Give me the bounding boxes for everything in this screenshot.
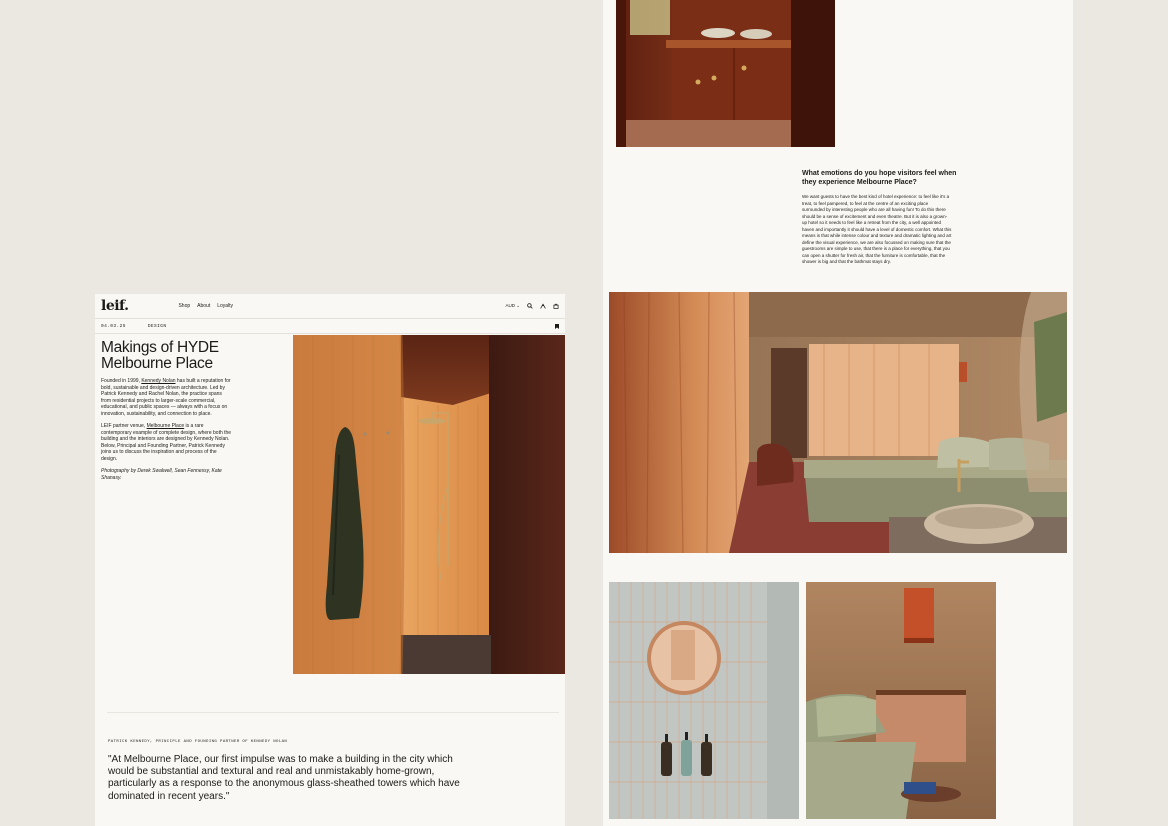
venue-text: LEIF partner venue, — [101, 423, 147, 429]
logo[interactable]: leif. — [101, 298, 129, 314]
article-page — [95, 294, 565, 826]
site-header — [95, 294, 565, 318]
nav-shop[interactable]: Shop — [178, 303, 191, 309]
bedside-photo — [806, 582, 996, 819]
venue-text-rest: is a rare contemporary example of complete design, where both the building and the interiors are designed by Kennedy Nolan. Below, Principal and Founding Partner, Patrick Kennedy joins us to discuss the inspiration and process of the design. — [101, 423, 232, 462]
shower-photo — [293, 335, 565, 674]
header-divider — [95, 318, 565, 319]
cart-icon[interactable] — [553, 303, 559, 309]
interview-question: What emotions do you hope visitors feel when they experience Melbourne Place? — [802, 170, 957, 186]
main-nav — [178, 303, 233, 309]
interview-answer: We want guests to have the best kind of hotel experience: to feel like it's a treat, to feel pampered, to feel at the centre of an exciting place surrounded by interesting people who are all having fun! To do this there should be a sense of excitement and even theatre. But it is also a grown-up hotel so it needs to feel like a retreat from the city, a well appointed haven and importantly it should have a level of domestic comfort. What this means is that while intense colour and texture and dramatic lighting and art define the visual experience, we are also focussed on making sure that the guestrooms are simple to use, that there is a place for everything, that you can open a shutter for fresh air, that the furniture is comfortable, that the shower is big and that the bathmat stays dry. — [802, 194, 952, 264]
nav-about[interactable]: About — [197, 303, 211, 309]
melbourne-place-link[interactable]: Melbourne Place — [146, 423, 185, 429]
intro-paragraph — [101, 378, 233, 417]
intro-text: Founded in 1999, — [101, 378, 142, 384]
account-icon[interactable] — [540, 303, 546, 309]
bookmark-icon[interactable] — [555, 324, 559, 329]
article-page-continued — [603, 0, 1073, 826]
vanity-photo — [616, 0, 835, 147]
article-body — [101, 378, 233, 487]
venue-paragraph — [101, 423, 233, 462]
header-tools — [505, 303, 559, 309]
meta-divider — [95, 333, 565, 334]
pull-quote: "At Melbourne Place, our first impulse was to make a building in the city which would be substantial and textural and real and unmistakably home-grown, particularly as a response to the anonymous glass-sheathed towers which have dominated in recent years." — [108, 754, 460, 802]
article-meta — [101, 324, 559, 329]
nav-loyalty[interactable]: Loyalty — [217, 303, 234, 309]
bathroom-mirror-photo — [609, 582, 799, 819]
kennedy-nolan-link[interactable]: Kennedy Nolan — [141, 378, 176, 384]
article-category[interactable]: DESIGN — [147, 324, 167, 329]
search-icon[interactable] — [527, 303, 533, 309]
article-date: 04.03.25 — [101, 324, 126, 329]
quote-attribution: PATRICK KENNEDY, PRINCIPLE AND FOUNDING PARTNER OF KENNEDY NOLAN — [108, 740, 288, 744]
quote-divider — [107, 712, 559, 713]
photo-credit: Photography by Derek Swalwell, Sean Fennessy, Kate Shanasy. — [101, 468, 222, 481]
article-title: Makings of HYDE Melbourne Place — [101, 339, 219, 372]
intro-text-rest: has built a reputation for bold, sustainable and design-driven architecture. Led by Patrick Kennedy and Rachel Nolan, the practice spans from residential projects to larger-scale commercial, educational, and public spaces — always with a focus on innovation, sustainability, and connection to place. — [101, 378, 231, 417]
bedroom-photo — [609, 292, 1067, 553]
currency-selector[interactable]: AUD ⌄ — [505, 303, 520, 308]
